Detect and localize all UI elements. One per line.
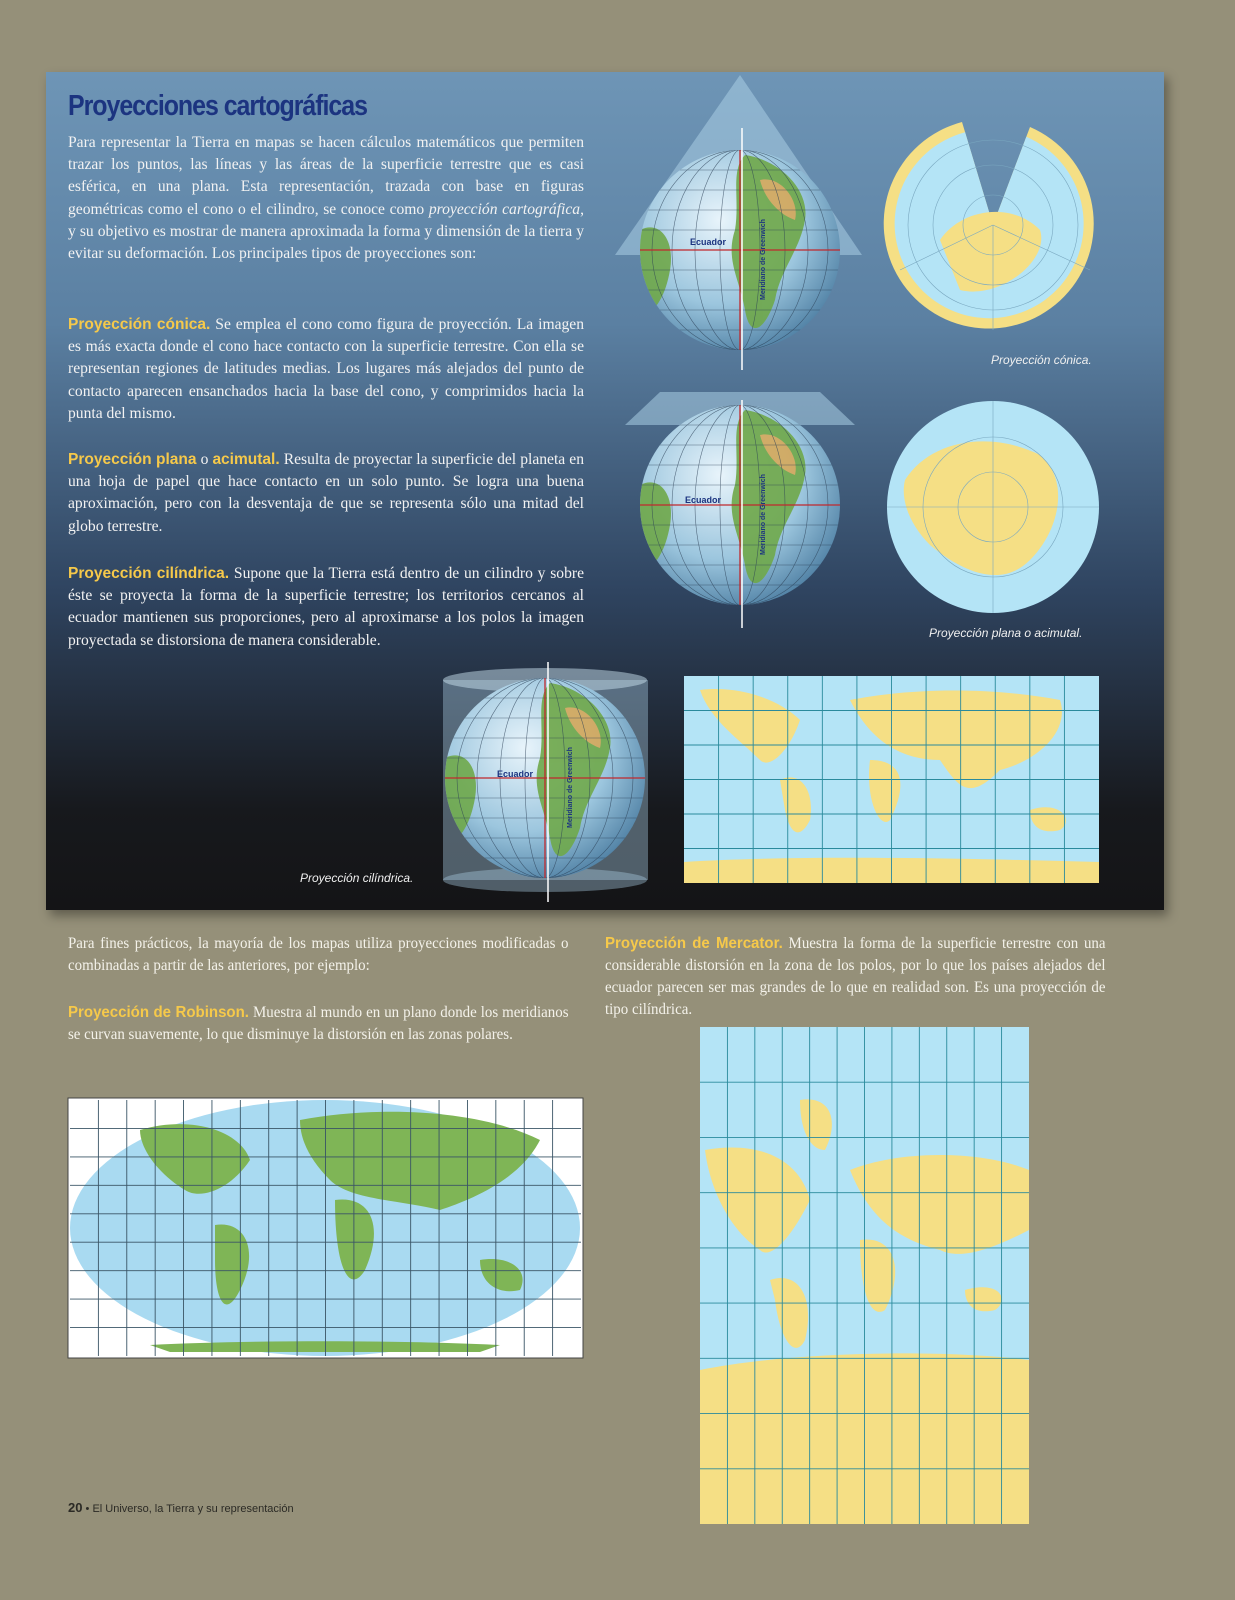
caption-cilindrica: Proyección cilíndrica. (300, 871, 414, 885)
robinson-body: Muestra al mundo en un plano donde los meridianos se curvan suavemente, lo que disminuye la distorsión en las zonas polares. (68, 1004, 569, 1043)
robinson-paragraph (68, 1002, 569, 1046)
conic-globe (615, 75, 862, 370)
acimutal-heading: acimutal. (212, 451, 280, 468)
footer-title: El Universo, la Tierra y su representación (92, 1503, 294, 1515)
page-title: Proyecciones cartográficas (68, 90, 367, 122)
ecuador-label: Ecuador (690, 237, 727, 247)
intro-emphasis: proyección cartográfica (428, 200, 581, 218)
footer-bullet: • (85, 1503, 90, 1515)
intro-text-end: , y su objetivo es mostrar de manera aproximada la forma y dimensión de la tierra y evitar su deformación. Los principales tipos de proyecciones son: (68, 200, 584, 263)
plane-globe (625, 392, 855, 628)
plana-connector: o (196, 451, 213, 468)
caption-plana: Proyección plana o acimutal. (929, 626, 1083, 640)
conica-heading: Proyección cónica. (68, 316, 211, 333)
azimuthal-map (887, 401, 1099, 613)
cilindrica-body: Supone que la Tierra está dentro de un cilindro y sobre éste se proyecta la forma de la superficie terrestre; los territorios cercanos al ecuador mantienen sus proporciones, pero al aproximarse a los polos la imagen proyectada se distorsiona de manera considerable. (68, 565, 585, 649)
ecuador-label: Ecuador (685, 495, 722, 505)
mercator-map (700, 1027, 1029, 1524)
caption-conica: Proyección cónica. (991, 353, 1092, 367)
meridian-label: Meridiano de Greenwich (760, 219, 767, 300)
mercator-heading: Proyección de Mercator. (605, 935, 783, 952)
cylinder-globe (443, 662, 648, 902)
intro-text: Para representar la Tierra en mapas se hacen cálculos matemáticos que permiten trazar los puntos, las líneas y las áreas de la superficie terrestre que es casi esférica, en una plana. Esta representación, trazada con base en figuras geométricas como el cono o el cilindro, se conoce como (68, 134, 584, 218)
robinson-heading: Proyección de Robinson. (68, 1004, 249, 1021)
robinson-map (68, 1098, 583, 1358)
plana-heading: Proyección plana (68, 451, 197, 468)
meridian-label: Meridiano de Greenwich (567, 747, 574, 828)
meridian-label: Meridiano de Greenwich (760, 474, 767, 555)
mercator-paragraph (605, 933, 1106, 1021)
practical-paragraph: Para fines prácticos, la mayoría de los mapas utiliza proyecciones modificadas o combinadas a partir de las anteriores, por ejemplo: (68, 935, 569, 974)
ecuador-label: Ecuador (497, 769, 534, 779)
plana-body: Resulta de proyectar la superficie del planeta en una hoja de papel que hace contacto en un solo punto. Se logra una buena aproximación, pero con la desventaja de que se representa sólo una mitad del globo terrestre. (68, 451, 584, 535)
conica-body: Se emplea el cono como figura de proyección. La imagen es más exacta donde el cono hace contacto con la superficie terrestre. Con ella se representan regiones de latitudes medias. Los lugares más alejados del punto de contacto aparecen ensanchados hacia la base del cono, y comprimidos hacia la punta del mismo. (68, 316, 585, 422)
page-number: 20 (68, 1500, 83, 1515)
mercator-body: Muestra la forma de la superficie terrestre con una considerable distorsión en la zona de los polos, por lo que los países alejados del ecuador parecen ser mas grandes de lo que en realidad son. Es una proyección de tipo cilíndrica. (605, 935, 1106, 1018)
cylindrical-map (684, 676, 1099, 883)
cilindrica-heading: Proyección cilíndrica. (68, 565, 230, 582)
conic-map (884, 122, 1094, 330)
page-footer (68, 1500, 294, 1515)
